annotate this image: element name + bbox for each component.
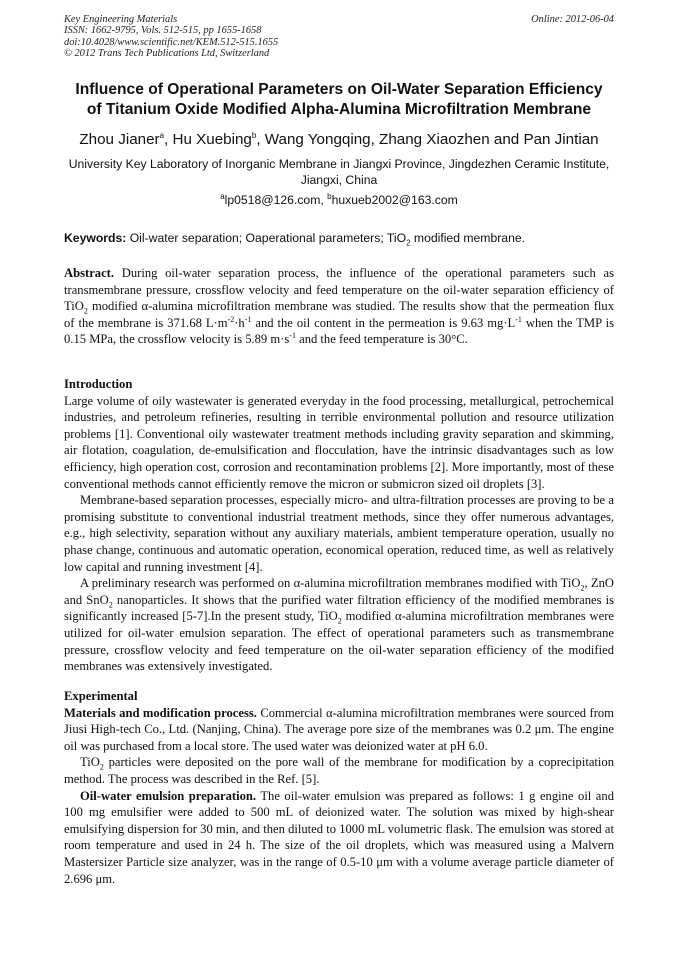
emulsion-paragraph: [64, 788, 614, 888]
online-date: Online: 2012-06-04: [531, 14, 614, 25]
tio2-sub: 2: [99, 762, 104, 772]
author-2: Hu Xuebing: [172, 131, 252, 148]
author-1: Zhou Jianer: [79, 131, 160, 148]
abstract-label: Abstract.: [64, 266, 115, 280]
intro-p3-sub-1: 2: [580, 583, 585, 593]
experimental-heading: Experimental: [64, 689, 138, 703]
intro-p3-text-2: , ZnO and SnO: [64, 576, 614, 607]
author-emails: [40, 193, 638, 208]
abstract-paragraph: [64, 265, 614, 348]
author-1-mark: a: [159, 130, 165, 140]
journal-name: Key Engineering Materials: [64, 14, 178, 25]
keywords-text-2: modified membrane.: [410, 231, 526, 245]
intro-paragraph-2: Membrane-based separation processes, especially micro- and ultra-filtration processes are proving to be a promising substitute to conventional industrial treatment methods, since they offer numerous advantages, e.g., high selectivity, separation without any auxiliary materials, ambient temperature operation, usually no phase change, continuous and automatic operation, economical operation, reduced time, as well as relatively low capital and running investment [4].: [64, 493, 614, 574]
intro-paragraph-1: Large volume of oily wastewater is generated everyday in the food processing, metallurgical, petrochemical industries, and petroleum refineries, resulting in terrible environmental pollution and resource utilization problems [1]. Conventional oily wastewater treatment methods including gravity separation and skimming, air flotation, coagulation, de-emulsification and flocculation, have the intrinsic disadvantages such as low efficiency, high operation cost, corrosion and recontamination problems [2]. More importantly, most of these conventional methods cannot efficiently remove the micron or submicron sized oil droplets [3].: [64, 393, 614, 491]
keywords: [64, 231, 614, 246]
abstract-text-1: During oil-water separation process, the influence of the operational parameters such as transmembrane pressure, crossflow velocity and feed temperature on the oil-water separation efficiency of TiO: [64, 266, 614, 314]
abstract-sup-4: -1: [289, 331, 296, 341]
email-b[interactable]: huxueb2002@163.com: [331, 193, 458, 207]
affiliation: University Key Laboratory of Inorganic Membrane in Jiangxi Province, Jingdezhen Ceramic Institute, Jiangxi, China: [68, 157, 610, 187]
introduction-heading: Introduction: [64, 377, 133, 391]
journal-header: [64, 14, 614, 60]
materials-paragraph: [64, 705, 614, 755]
abstract-sub: 2: [83, 306, 88, 316]
email-b-mark: b: [327, 191, 332, 201]
keywords-text-1: Oil-water separation; Oaperational parameters; TiO: [126, 231, 407, 245]
introduction-section: [64, 376, 614, 675]
experimental-section: [64, 688, 614, 887]
abstract-text-4: and the oil content in the permeation is 9.63 mg·L: [251, 315, 516, 330]
email-a-mark: a: [220, 191, 225, 201]
intro-p3-sub-3: 2: [337, 616, 342, 626]
abstract-text-5: when the TMP is 0.15 MPa, the crossflow velocity is 5.89 m·s: [64, 315, 615, 347]
abstract-text-3: ·h: [234, 315, 245, 330]
intro-p3-text-3: nanoparticles. It shows that the purified water filtration efficiency of the modified membranes is significantly increased [5-7].In the present study, TiO: [64, 592, 615, 624]
abstract-sup-3: -1: [515, 314, 522, 324]
emulsion-label: Oil-water emulsion preparation.: [80, 788, 257, 803]
paper-title: [52, 80, 626, 119]
keywords-label: Keywords:: [64, 231, 127, 245]
abstract-sup-1: -2: [227, 314, 235, 324]
other-authors: , Wang Yongqing, Zhang Xiaozhen and Pan Jintian: [256, 131, 599, 148]
author-2-mark: b: [251, 130, 257, 140]
emulsion-text: The oil-water emulsion was prepared as follows: 1 g engine oil and 100 mg emulsifier were added to 500 mL of deionized water. The solution was mixed by high-shear emulsifying dispersion for 30 min, and then diluted to 1000 mL volumetric flask. The emulsion was stored at room temperature and used in 24 h. The size of the oil droplets, which was measured using a Malvern Mastersizer Particle size analyzer, was in the range of 0.5-10 μm with a volume average particle diameter of 2.696 μm.: [64, 788, 614, 886]
materials-label: Materials and modification process.: [64, 705, 257, 720]
tio2-text-1: TiO: [80, 755, 100, 770]
intro-p3-text-1: A preliminary research was performed on α-alumina microfiltration membranes modified with TiO: [80, 576, 581, 591]
intro-p3-text-4: modified α-alumina microfiltration membranes were utilized for oil-water emulsion separation. The effect of operational parameters such as transmembrane pressure, crossflow velocity and feed temperature on the oil-water separation efficiency of the modified membranes was extensively investigated.: [64, 609, 615, 674]
tio2-text-2: particles were deposited on the pore wall of the membrane for modification by a coprecipitation method. The process was described in the Ref. [5].: [64, 755, 614, 786]
issn-line: ISSN: 1662-9795, Vols. 512-515, pp 1655-1658: [64, 25, 262, 37]
copyright-line: © 2012 Trans Tech Publications Ltd, Switzerland: [64, 48, 270, 60]
tio2-paragraph: [64, 754, 614, 787]
email-a[interactable]: lp0518@126.com,: [224, 193, 328, 207]
doi-line: doi:10.4028/www.scientific.net/KEM.512-515.1655: [64, 36, 279, 48]
intro-paragraph-3: [64, 575, 614, 675]
title-line-2: of Titanium Oxide Modified Alpha-Alumina Microfiltration Membrane: [86, 100, 592, 118]
abstract-text-6: and the feed temperature is 30°C.: [295, 332, 468, 347]
abstract: [64, 265, 614, 348]
materials-text: Commercial α-alumina microfiltration membranes were sourced from Jiusi High-tech Co., Ltd. (Nanjing, China). The average pore size of the membranes was 0.2 μm. The engine oil was purchased from a local store. The used water was deionized water at pH 6.0.: [64, 705, 614, 753]
intro-p3-sub-2: 2: [108, 600, 113, 610]
author-list: Zhou Jianer$^a$, Hu Xuebing$^b$, Wang Yongqing, Zhang Xiaozhen and Pan Jintian: [79, 130, 599, 148]
keywords-sub: 2: [406, 238, 411, 248]
abstract-sup-2: -1: [244, 314, 252, 324]
title-line-1: Influence of Operational Parameters on Oil-Water Separation Efficiency: [75, 81, 603, 98]
abstract-text-2: modified α-alumina microfiltration membrane was studied. The results show that the permeation flux of the membrane is 371.68 L·m: [64, 299, 614, 330]
